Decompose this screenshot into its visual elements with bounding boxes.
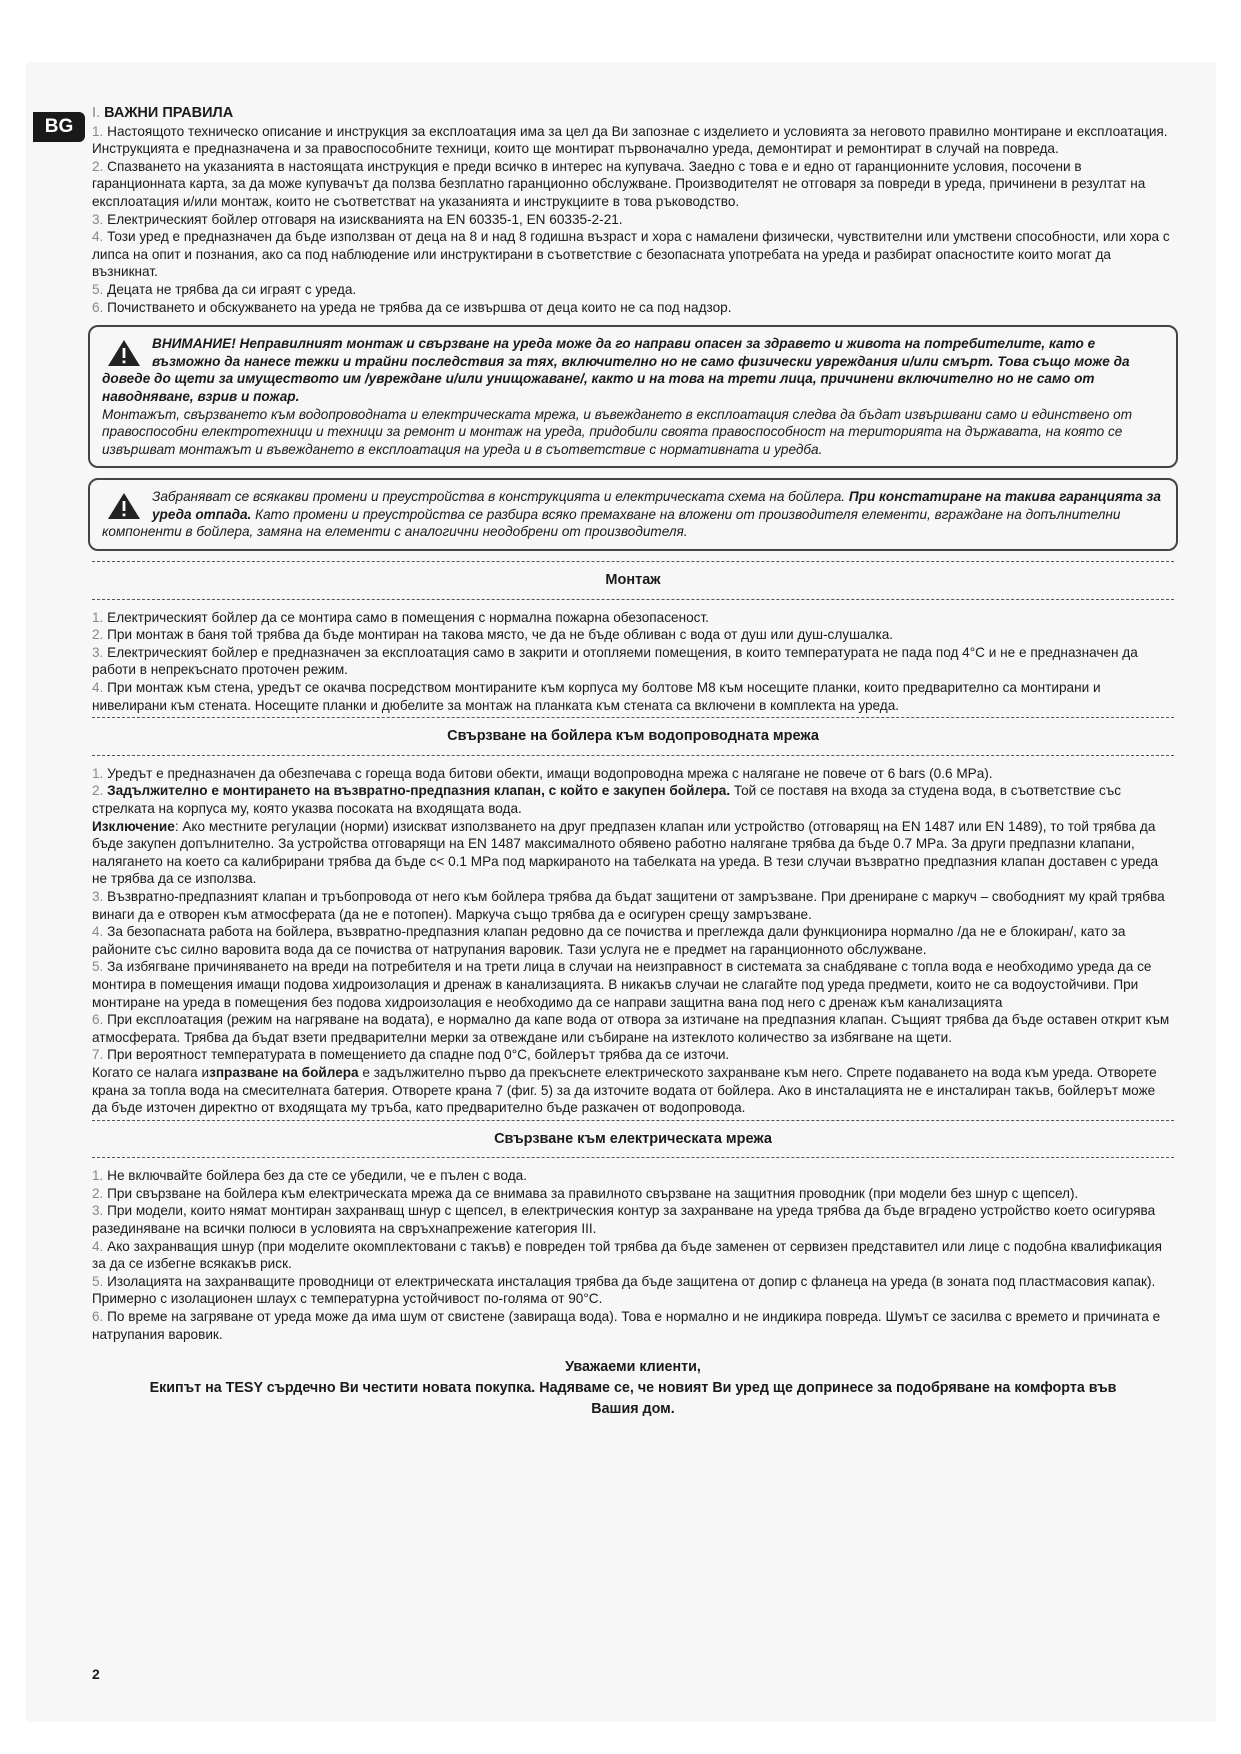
section-title	[92, 105, 1174, 123]
closing-text: Екипът на TESY сърдечно Ви честити новата покупка. Надяваме се, че новият Ви уред ще допринесе за подобряване на комфорта във	[149, 1380, 1117, 1397]
closing-greeting: Уважаеми клиенти,	[565, 1359, 701, 1376]
list-item: 7. При вероятност температурата в помещението да спадне под 0°C, бойлерът трябва да се източи.	[92, 1047, 730, 1063]
list-item: 4. Ако захранващия шнур (при моделите окомплектовани с такъв) е повреден той трябва да бъде заменен от сервизен представител или лице с подобна квалификация за да се избегне всякакъв риск.	[92, 1238, 1163, 1272]
list-item: 3. Възвратно-предпазният клапан и тръбопровода от него към бойлера трябва да бъдат защитени от замръзване. При дрениране с маркуч – свободният му край трябва винаги да е отворен към атмосферата (да не е потопен). Маркуча също трябва да е осигурен срещу замръзване.	[92, 888, 1165, 922]
section-heading-water: Свързване на бойлера към водопроводната мрежа	[447, 728, 819, 745]
warning-emphasis: При констатиране на такива гаранцията за уреда отпада.	[152, 489, 1161, 522]
exception-paragraph: Изключение: Ако местните регулации (норми) изискват използването на друг предпазен клапан или устройство (отговарящ на EN 1487 или EN 1489), то той трябва да бъде закупен допълнително. За устройства отговарящи на EN 1487 максималното обявено работно налягане трябва да бъде 0.7 MPa. За други предпазни клапани, налягането на което са калибрирани трябва да бъде с< 0.1 MPa под маркираното на табелката на уреда. В тези случаи възвратно предпазния клапан доставен с уреда не трябва да се използва.	[92, 818, 1159, 887]
closing-text-end: Вашия дом.	[591, 1401, 675, 1418]
list-item: 2. При монтаж в баня той трябва да бъде монтиран на такова място, че да не бъде обливан с вода от душ или душ-слушалка.	[92, 627, 894, 643]
dashed-divider	[92, 1157, 1174, 1158]
list-item: 1. Уредът е предназначен да обезпечава с гореща вода битови обекти, имащи водопроводна мрежа с налягане не повече от 6 bars (0.6 MPa).	[92, 765, 993, 781]
list-item: 5. Децата не трябва да си играят с уреда.	[92, 281, 357, 297]
warning-text: Монтажът, свързването към водопроводната и електрическата мрежа, и въвеждането в експлоатация следва да бъдат извършвани само и единствено от правоспособни електротехници и техници за ремонт и монтаж на уреда, придобили своята правоспособност на територията на държавата, на която се извършват монтажът и въвеждането в експлоатация на уреда и в съответствие с нормативната и уредба.	[102, 406, 1133, 457]
dashed-divider	[92, 717, 1174, 718]
list-item: 3. Електрическият бойлер отговаря на изискванията на EN 60335-1, EN 60335-2-21.	[92, 211, 623, 227]
list-item: 1. Електрическият бойлер да се монтира само в помещения с нормална пожарна обезопасеност.	[92, 609, 709, 625]
dashed-divider	[92, 599, 1174, 600]
section-roman-numeral: I.	[92, 105, 101, 121]
section-heading-montage: Монтаж	[605, 572, 661, 589]
section-title-text: ВАЖНИ ПРАВИЛА	[104, 105, 234, 121]
list-item: 4. Този уред е предназначен да бъде използван от деца на 8 и над 8 годишна възраст и хора с намалени физически, чувствителни или умствени способности, или хора с липса на опит и познания, ако са под наблюдение или инструктирани в съответствие с безопасната употребата на уреда и разбират опасностите които могат да възникнат.	[92, 229, 1170, 280]
document-body	[92, 105, 1174, 1420]
list-item: 3. Електрическият бойлер е предназначен за експлоатация само в закрити и отопляеми помещения, в които температурата не пада под 4°C и не е предназначен да работи в непрекъснато проточен режим.	[92, 644, 1138, 678]
page-number: 2	[92, 1666, 100, 1682]
list-item: 1. Не включвайте бойлера без да сте се убедили, че е пълен с вода.	[92, 1168, 527, 1184]
warning-triangle-icon	[106, 338, 142, 368]
language-badge: BG	[33, 112, 85, 142]
list-item: 4. За безопасната работа на бойлера, възвратно-предпазния клапан редовно да се почиства и преглежда дали функционира нормално /да не е блокиран/, като за районите със силно варовита вода да се почиства от натрупания варовик. Тази услуга не е предмет на гаранционното обслужване.	[92, 924, 1126, 957]
warning-box-modifications	[88, 478, 1178, 551]
list-item: 5. За избягване причиняването на вреди на потребителя и на трети лица в случаи на неизправност в системата за снабдяване с топла вода е необходимо уреда да се монтира в помещения имащи подова хидроизолация и дренаж в канализацията. В никакъв случаи не слагайте под уреда предмети, които не са водоустойчиви. При монтиране на уреда в помещения без подова хидроизолация е необходимо да се направи защитна вана под него с дренаж към канализацията	[92, 959, 1152, 1010]
closing-message	[92, 1357, 1174, 1420]
warning-box-safety	[88, 325, 1178, 468]
list-item: 2. Спазването на указанията в настоящата инструкция е преди всичко в интерес на купувача. Заедно с това е и едно от гаранционните условия, посочени в гаранционната карта, за да може купувачът да ползва безплатно гаранционно обслужване. Производителят не отговаря за повреди в уреда, причинени в резултат на експлоатация и/или монтаж, които не съответстват на указанията и инструкциите в това ръководство.	[92, 158, 1146, 209]
warning-emphasis: ВНИМАНИЕ! Неправилният монтаж и свързване на уреда може да го направи опасен за здравето и живота на потребителите, като е възможно да нанесе тежки и трайни последствия за тях, включително но не само физически увреждания и/или смърт. Това също може да доведе до щети за имуществото им /увреждане и/или унищожаване/, както и на това на трети лица, причинени включително но не само от наводняване, взрив и пожар.	[102, 336, 1130, 404]
dashed-divider	[92, 1120, 1174, 1121]
warning-text: Забраняват се всякакви промени и преустройства в конструкцията и електрическата схема на бойлера.	[152, 489, 846, 505]
list-item: 1. Настоящото техническо описание и инструкция за експлоатация има за цел да Ви запознае с изделието и условията за неговото правилно монтиране и експлоатация. Инструкцията е предназначена и за правоспособните техници, които ще монтират първоначално уреда, демонтират и ремонтират в случай на повреда.	[92, 123, 1168, 157]
section-heading-electric: Свързване към електрическата мрежа	[494, 1130, 772, 1147]
list-item: 2. При свързване на бойлера към електрическата мрежа да се внимава за правилното свързване на защитния проводник (при модели без шнур с щепсел).	[92, 1185, 1079, 1201]
list-item: 6. При експлоатация (режим на нагряване на водата), е нормално да капе вода от отвора за изтичане на предпазния клапан. Същият трябва да бъде оставен открит към атмосферата. Трябва да бъдат взети предварителни мерки за отвеждане или събиране на изтеклото количество за избягване на щети.	[92, 1012, 1170, 1045]
drain-paragraph: Когато се налага изпразване на бойлера е задължително първо да прекъснете електрическото захранване към него. Спрете подаването на вода към уреда. Отворете крана за топла вода на смесителната батерия. Отворете крана 7 (фиг. 5) за да източите водата от бойлера. Ако в инсталацията не е инсталиран такъв, бойлерът може да бъде източен директно от входящата му тръба, като предварително бъде разкачен от водопровода.	[92, 1064, 1157, 1116]
list-item: 4. При монтаж към стена, уредът се окачва посредством монтираните към корпуса му болтове М8 към носещите планки, които предварително са монтирани и нивелирани към стената. Носещите планки и дюбелите за монтаж на планката към стената са включени в комплекта на уреда.	[92, 680, 1101, 713]
list-item: 3. При модели, които нямат монтиран захранващ шнур с щепсел, в електрическия контур за захранване на уреда трябва да бъде вградено устройство което осигурява разединяване на всички полюси в условията на свръхнапрежение категория III.	[92, 1203, 1156, 1237]
list-item: 2. Задължително е монтирането на възвратно-предпазния клапан, с който е закупен бойлера. Той се поставя на входа за студена вода, в съответствие със стрелката на корпуса му, която указва посоката на входящата вода.	[92, 783, 1122, 816]
list-item: 6. Почистването и обскужването на уреда не трябва да се извършва от деца които не са под надзор.	[92, 299, 732, 315]
dashed-divider	[92, 561, 1174, 562]
list-item: 6. По време на загряване от уреда може да има шум от свистене (завираща вода). Това е нормално и не индикира повреда. Шумът се засилва с времето и причината е натрупания варовик.	[92, 1309, 1161, 1342]
warning-triangle-icon	[106, 491, 142, 521]
list-item: 5. Изолацията на захранващите проводници от електрическата инсталация трябва да бъде защитена от допир с фланеца на уреда (в зоната под пластмасовия капак). Примерно с изолационен шлаух с температурна устойчивост по-голяма от 90°C.	[92, 1273, 1156, 1307]
dashed-divider	[92, 755, 1174, 756]
warning-text: Като промени и преустройства се разбира всяко премахване на вложени от производителя елементи, вграждане на допълнителни компоненти в бойлера, замяна на елементи с аналогични неодобрени от производителя.	[102, 506, 1121, 540]
